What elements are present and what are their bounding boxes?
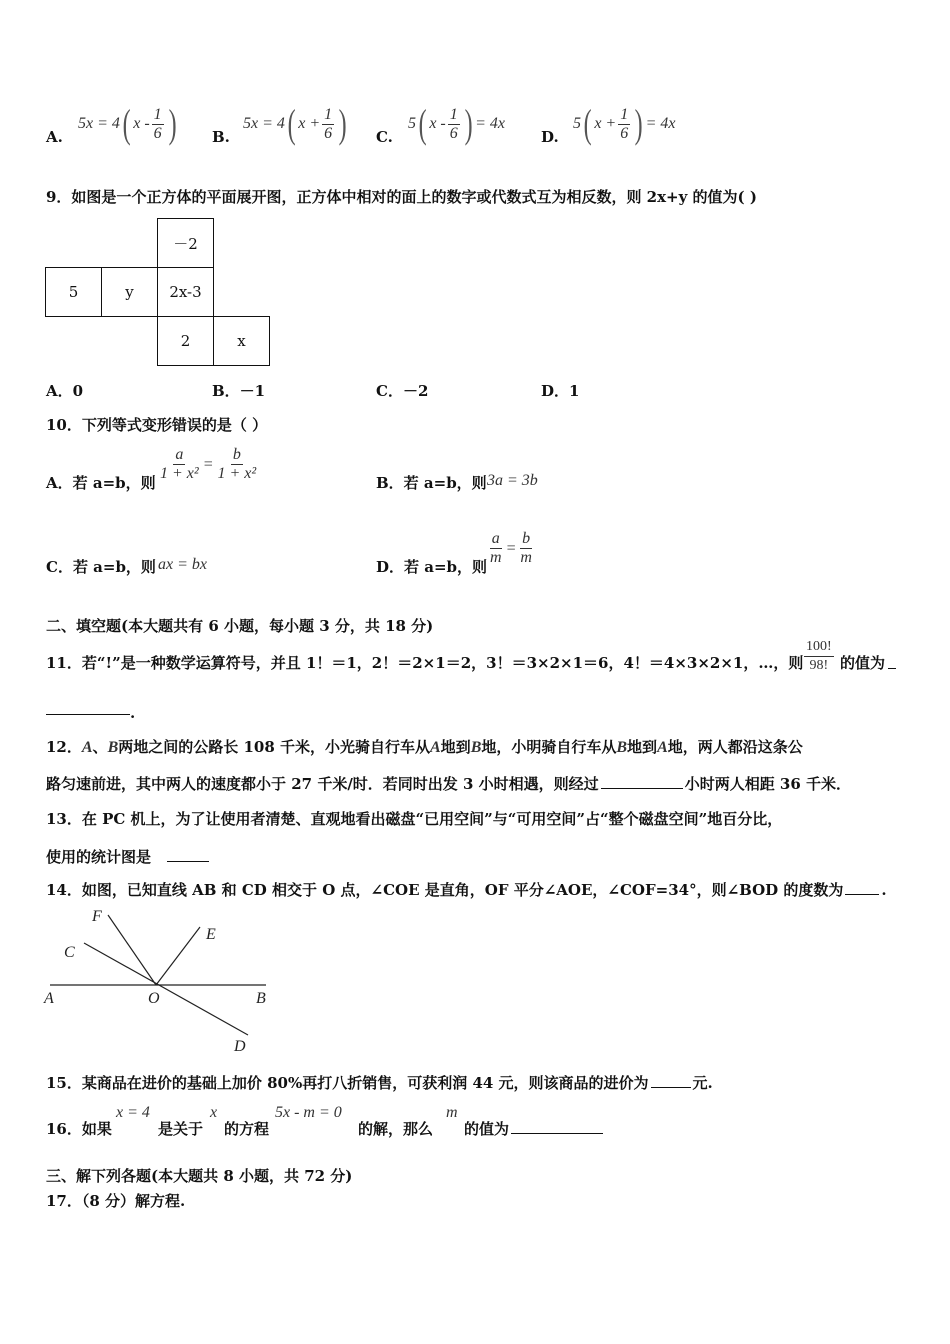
q10-option-b-text: B．若 a=b，则 (376, 474, 487, 492)
q8-option-b-math: 5x = 4 ( x + $\frac{1}{6}$ ) (243, 101, 347, 146)
q11-text: 11．若“!”是一种数学运算符号，并且 1！＝1，2！＝2×1＝2，3！＝3×2×1＝6，4！＝4×3×2×1，…，则 (46, 654, 804, 672)
q9-option-c: C．－2 (376, 382, 429, 400)
cube-net (45, 218, 270, 366)
q11-answer-blank (46, 714, 130, 715)
label-f: F (92, 908, 102, 925)
q8-option-c-label: C. (376, 128, 393, 146)
q8-option-b-label: B. (212, 128, 230, 146)
section-2-heading: 二、填空题(本大题共有 6 小题，每小题 3 分，共 18 分) (46, 617, 434, 635)
label-d: D (234, 1038, 246, 1055)
q12-answer-blank (601, 788, 683, 789)
q16-answer-blank (511, 1133, 603, 1134)
q10-option-a-math: $\frac{a}{\text{1 + x²}}$ = $\frac{b}{\text{1 + x²}}$ (160, 446, 257, 482)
q16-p2: 是关于 (158, 1120, 204, 1138)
q13-line-1: 13．在 PC 机上，为了让使用者清楚、直观地看出磁盘“已用空间”与“可用空间”占“整个磁盘空间”地百分比， (46, 810, 783, 828)
q16-math-4: m (446, 1104, 458, 1121)
q16-p3: 的方程 (224, 1120, 270, 1138)
q8-option-d-math: 5 ( x + $\frac{1}{6}$ ) = 4x (573, 101, 676, 146)
q11-fraction: $\frac{100!}{98!}$ (806, 639, 832, 673)
q15-text: 15．某商品在进价的基础上加价 80%再打八折销售，可获利润 44 元，则该商品的进价为 元. (46, 1074, 713, 1092)
q10-option-b-math: 3a = 3b (487, 472, 538, 489)
q8-option-a-math: 5x = 4 ( x - $\frac{1}{6}$ ) (78, 101, 177, 146)
line-cd (84, 943, 248, 1035)
q9-text: 9．如图是一个正方体的平面展开图，正方体中相对的面上的数字或代数式互为相反数，则 2x+y 的值为( ) (46, 188, 757, 206)
q11-blank-start (888, 668, 896, 669)
ray-oe (156, 927, 200, 985)
q11-tail: 的值为 (840, 654, 886, 672)
section-3-heading: 三、解下列各题(本大题共 8 小题，共 72 分) (46, 1167, 353, 1185)
ray-of (108, 915, 156, 985)
q9-option-b: B．－1 (212, 382, 266, 400)
label-a: A (44, 990, 54, 1007)
q12-line-1: 12． A 、 B 两地之间的公路长 108 千米，小光骑自行车从 A 地到 B 地，小明骑自行车从 B 地到 A 地，两人都沿这条公 (46, 738, 803, 756)
cube-face-top: －2 (158, 219, 214, 268)
q8-option-a-label: A. (46, 128, 63, 146)
q10-option-a-text: A．若 a=b，则 (46, 474, 156, 492)
q16-math-1: x = 4 (116, 1104, 150, 1121)
q11-end: . (130, 704, 136, 722)
q9-option-d: D．1 (541, 382, 580, 400)
cube-face-left1: 5 (46, 268, 102, 317)
q10-option-c-math: ax = bx (158, 556, 207, 573)
q10-option-c-text: C．若 a=b，则 (46, 558, 156, 576)
label-e: E (206, 926, 216, 943)
q16-math-2: x (210, 1104, 218, 1121)
q8-option-c-math: 5 ( x - $\frac{1}{6}$ ) = 4x (408, 101, 505, 146)
q16-p4: 的解，那么 (358, 1120, 434, 1138)
cube-face-center: 2x-3 (158, 268, 214, 317)
label-b: B (256, 990, 266, 1007)
q10-text: 10．下列等式变形错误的是（ ） (46, 416, 268, 434)
q10-option-d-math: $\frac{a}{m}$ = $\frac{b}{m}$ (490, 530, 532, 566)
q16-tail: 的值为 (464, 1118, 603, 1139)
q14-geometry-figure (40, 905, 280, 1055)
q8-option-d-label: D. (541, 128, 559, 146)
q13-line-2: 使用的统计图是 (46, 846, 209, 867)
q13-answer-blank (167, 861, 209, 862)
q14-text: 14．如图，已知直线 AB 和 CD 相交于 O 点，∠COE 是直角，OF 平分∠AOE，∠COF=34°，则∠BOD 的度数为 . (46, 881, 887, 899)
label-c: C (64, 944, 75, 961)
q10-option-d-text: D．若 a=b，则 (376, 558, 488, 576)
cube-face-right: x (214, 317, 270, 366)
q16-p1: 16．如果 (46, 1120, 112, 1138)
label-o: O (148, 990, 160, 1007)
q12-line-2: 路匀速前进，其中两人的速度都小于 27 千米/时．若同时出发 3 小时相遇，则经过 小时两人相距 36 千米． (46, 775, 852, 793)
q15-answer-blank (651, 1087, 691, 1088)
cube-face-left2: y (102, 268, 158, 317)
q9-option-a: A．0 (46, 382, 84, 400)
cube-face-bottom: 2 (158, 317, 214, 366)
q17-text: 17．（8 分）解方程. (46, 1192, 186, 1210)
q16-math-3: 5x - m = 0 (275, 1104, 342, 1121)
q14-answer-blank (845, 894, 879, 895)
